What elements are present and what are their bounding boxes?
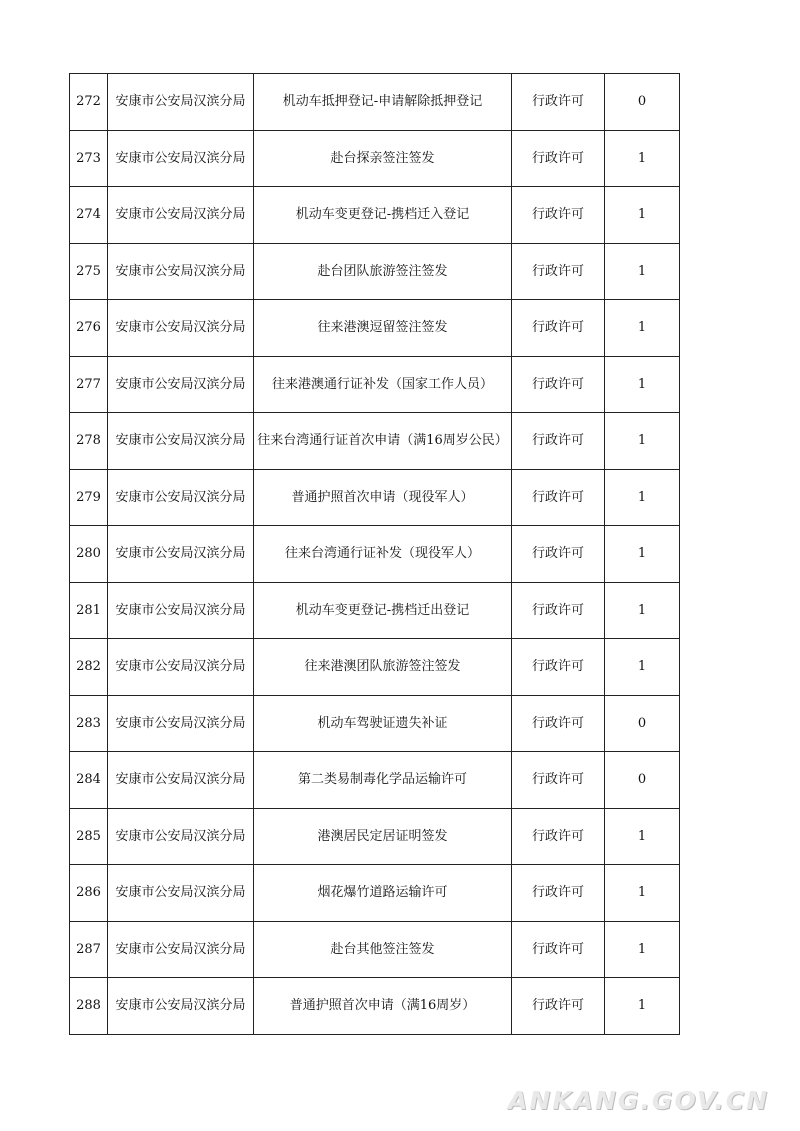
service-item-cell: 往来台湾通行证补发（现役军人） bbox=[254, 526, 512, 583]
service-item-cell: 往来港澳逗留签注签发 bbox=[254, 300, 512, 357]
table-row bbox=[70, 808, 680, 865]
department-cell: 安康市公安局汉滨分局 bbox=[108, 921, 254, 978]
category-cell: 行政许可 bbox=[512, 695, 605, 752]
row-number-cell: 283 bbox=[70, 695, 108, 752]
department-cell: 安康市公安局汉滨分局 bbox=[108, 243, 254, 300]
count-cell: 1 bbox=[605, 356, 680, 413]
category-cell: 行政许可 bbox=[512, 921, 605, 978]
table-row bbox=[70, 74, 680, 131]
records-table bbox=[69, 73, 680, 1035]
table-row bbox=[70, 921, 680, 978]
table-row bbox=[70, 752, 680, 809]
count-cell: 0 bbox=[605, 74, 680, 131]
service-item-cell: 第二类易制毒化学品运输许可 bbox=[254, 752, 512, 809]
category-cell: 行政许可 bbox=[512, 187, 605, 244]
row-number-cell: 281 bbox=[70, 582, 108, 639]
table-row bbox=[70, 695, 680, 752]
count-cell: 0 bbox=[605, 695, 680, 752]
row-number-cell: 276 bbox=[70, 300, 108, 357]
site-watermark: ANKANG.GOV.CN bbox=[508, 1086, 770, 1115]
service-item-cell: 往来港澳通行证补发（国家工作人员） bbox=[254, 356, 512, 413]
count-cell: 1 bbox=[605, 243, 680, 300]
count-cell: 1 bbox=[605, 413, 680, 470]
category-cell: 行政许可 bbox=[512, 300, 605, 357]
department-cell: 安康市公安局汉滨分局 bbox=[108, 74, 254, 131]
service-item-cell: 机动车变更登记-携档迁入登记 bbox=[254, 187, 512, 244]
table-row bbox=[70, 300, 680, 357]
count-cell: 1 bbox=[605, 582, 680, 639]
department-cell: 安康市公安局汉滨分局 bbox=[108, 865, 254, 922]
service-item-cell: 港澳居民定居证明签发 bbox=[254, 808, 512, 865]
category-cell: 行政许可 bbox=[512, 469, 605, 526]
department-cell: 安康市公安局汉滨分局 bbox=[108, 582, 254, 639]
table-row bbox=[70, 243, 680, 300]
count-cell: 1 bbox=[605, 639, 680, 696]
category-cell: 行政许可 bbox=[512, 74, 605, 131]
count-cell: 1 bbox=[605, 469, 680, 526]
table-row bbox=[70, 978, 680, 1035]
row-number-cell: 286 bbox=[70, 865, 108, 922]
department-cell: 安康市公安局汉滨分局 bbox=[108, 187, 254, 244]
row-number-cell: 273 bbox=[70, 130, 108, 187]
row-number-cell: 284 bbox=[70, 752, 108, 809]
row-number-cell: 282 bbox=[70, 639, 108, 696]
department-cell: 安康市公安局汉滨分局 bbox=[108, 130, 254, 187]
table-row bbox=[70, 526, 680, 583]
service-item-cell: 赴台团队旅游签注签发 bbox=[254, 243, 512, 300]
count-cell: 1 bbox=[605, 921, 680, 978]
service-item-cell: 机动车抵押登记-申请解除抵押登记 bbox=[254, 74, 512, 131]
row-number-cell: 279 bbox=[70, 469, 108, 526]
table-row bbox=[70, 582, 680, 639]
service-item-cell: 普通护照首次申请（现役军人） bbox=[254, 469, 512, 526]
category-cell: 行政许可 bbox=[512, 130, 605, 187]
count-cell: 1 bbox=[605, 300, 680, 357]
department-cell: 安康市公安局汉滨分局 bbox=[108, 526, 254, 583]
service-item-cell: 机动车驾驶证遗失补证 bbox=[254, 695, 512, 752]
count-cell: 1 bbox=[605, 187, 680, 244]
service-item-cell: 赴台探亲签注签发 bbox=[254, 130, 512, 187]
table-row bbox=[70, 130, 680, 187]
table-row bbox=[70, 469, 680, 526]
category-cell: 行政许可 bbox=[512, 865, 605, 922]
department-cell: 安康市公安局汉滨分局 bbox=[108, 695, 254, 752]
count-cell: 1 bbox=[605, 130, 680, 187]
category-cell: 行政许可 bbox=[512, 413, 605, 470]
category-cell: 行政许可 bbox=[512, 752, 605, 809]
table-row bbox=[70, 639, 680, 696]
row-number-cell: 280 bbox=[70, 526, 108, 583]
table-row bbox=[70, 187, 680, 244]
count-cell: 1 bbox=[605, 978, 680, 1035]
service-item-cell: 赴台其他签注签发 bbox=[254, 921, 512, 978]
service-item-cell: 往来港澳团队旅游签注签发 bbox=[254, 639, 512, 696]
count-cell: 1 bbox=[605, 808, 680, 865]
row-number-cell: 278 bbox=[70, 413, 108, 470]
department-cell: 安康市公安局汉滨分局 bbox=[108, 300, 254, 357]
table-row bbox=[70, 865, 680, 922]
category-cell: 行政许可 bbox=[512, 243, 605, 300]
department-cell: 安康市公安局汉滨分局 bbox=[108, 978, 254, 1035]
service-item-cell: 普通护照首次申请（满16周岁） bbox=[254, 978, 512, 1035]
service-item-cell: 烟花爆竹道路运输许可 bbox=[254, 865, 512, 922]
row-number-cell: 277 bbox=[70, 356, 108, 413]
table-row bbox=[70, 356, 680, 413]
row-number-cell: 274 bbox=[70, 187, 108, 244]
department-cell: 安康市公安局汉滨分局 bbox=[108, 808, 254, 865]
row-number-cell: 272 bbox=[70, 74, 108, 131]
count-cell: 0 bbox=[605, 752, 680, 809]
department-cell: 安康市公安局汉滨分局 bbox=[108, 413, 254, 470]
category-cell: 行政许可 bbox=[512, 978, 605, 1035]
row-number-cell: 288 bbox=[70, 978, 108, 1035]
category-cell: 行政许可 bbox=[512, 526, 605, 583]
category-cell: 行政许可 bbox=[512, 582, 605, 639]
records-table-body bbox=[70, 74, 680, 1035]
service-item-cell: 往来台湾通行证首次申请（满16周岁公民） bbox=[254, 413, 512, 470]
row-number-cell: 285 bbox=[70, 808, 108, 865]
count-cell: 1 bbox=[605, 526, 680, 583]
category-cell: 行政许可 bbox=[512, 356, 605, 413]
department-cell: 安康市公安局汉滨分局 bbox=[108, 639, 254, 696]
count-cell: 1 bbox=[605, 865, 680, 922]
category-cell: 行政许可 bbox=[512, 639, 605, 696]
category-cell: 行政许可 bbox=[512, 808, 605, 865]
department-cell: 安康市公安局汉滨分局 bbox=[108, 356, 254, 413]
table-row bbox=[70, 413, 680, 470]
department-cell: 安康市公安局汉滨分局 bbox=[108, 752, 254, 809]
service-item-cell: 机动车变更登记-携档迁出登记 bbox=[254, 582, 512, 639]
row-number-cell: 275 bbox=[70, 243, 108, 300]
row-number-cell: 287 bbox=[70, 921, 108, 978]
department-cell: 安康市公安局汉滨分局 bbox=[108, 469, 254, 526]
